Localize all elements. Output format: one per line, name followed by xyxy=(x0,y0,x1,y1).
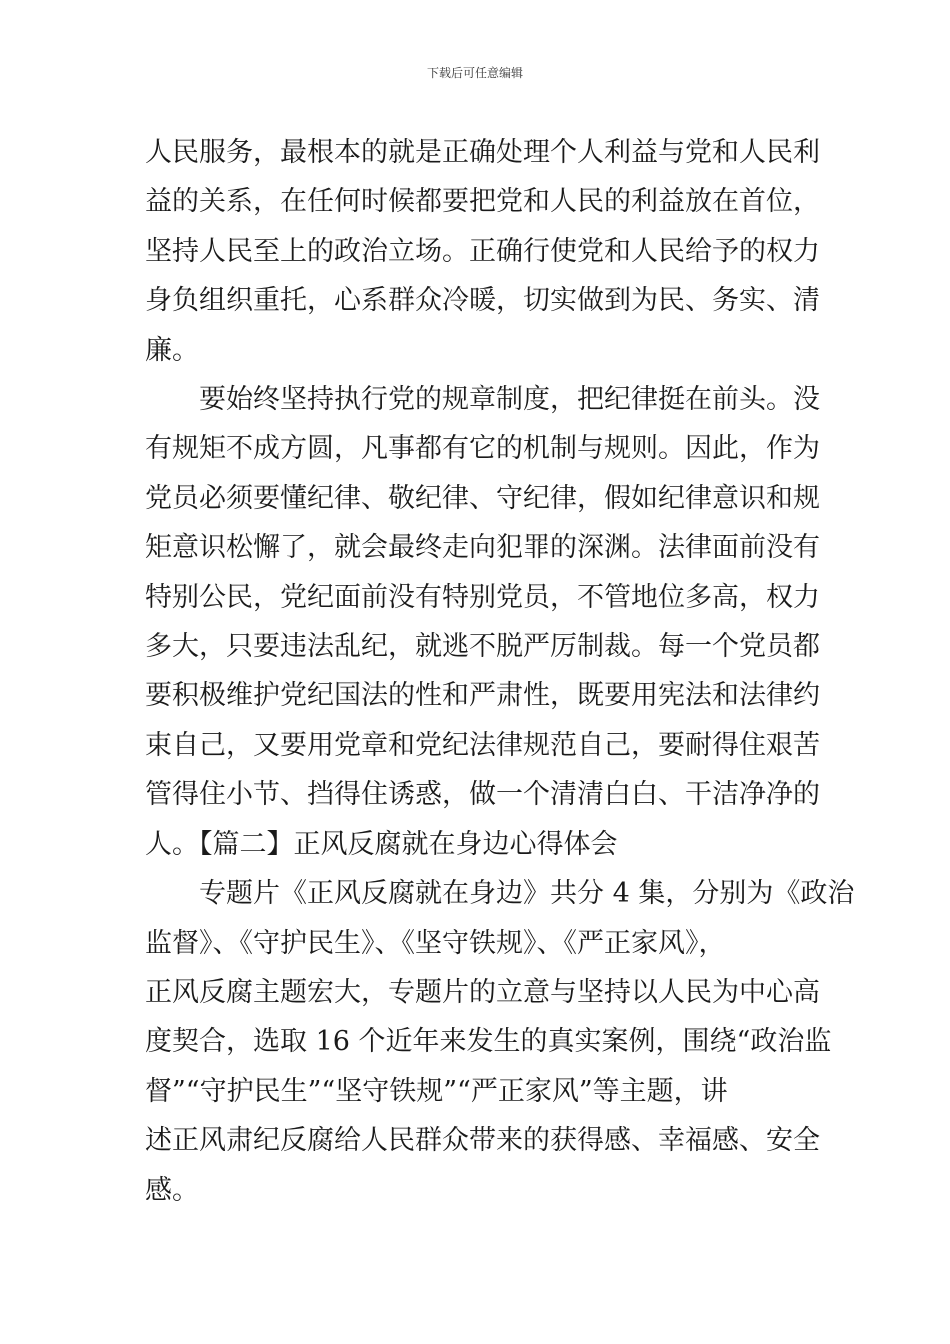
text-line: 多大，只要违法乱纪，就逃不脱严厉制裁。每一个党员都 xyxy=(145,631,820,663)
text-line: 党员必须要懂纪律、敬纪律、守纪律，假如纪律意识和规 xyxy=(145,482,820,514)
text-line: 人。【篇二】正风反腐就在身边心得体会 xyxy=(145,828,618,860)
text-line: 人民服务，最根本的就是正确处理个人利益与党和人民利 xyxy=(145,137,820,168)
paragraph-3 xyxy=(145,869,855,1215)
text-line: 要始终坚持执行党的规章制度，把纪律挺在前头。没 xyxy=(199,384,820,416)
document-body xyxy=(145,128,855,1215)
text-line: 益的关系，在任何时候都要把党和人民的利益放在首位， xyxy=(145,186,820,218)
text-line: 度契合，选取 16 个近年来发生的真实案例，围绕“政治监 xyxy=(145,1026,832,1058)
text-line: 要积极维护党纪国法的性和严肃性，既要用宪法和法律约 xyxy=(145,680,820,712)
text-line: 感。 xyxy=(145,1174,199,1206)
text-line: 正风反腐主题宏大，专题片的立意与坚持以人民为中心高 xyxy=(145,976,820,1008)
paragraph-1 xyxy=(145,128,820,375)
text-line: 特别公民，党纪面前没有特别党员，不管地位多高，权力 xyxy=(145,581,820,613)
header-note: 下载后可任意编辑 xyxy=(426,66,523,80)
text-line: 管得住小节、挡得住诱惑，做一个清清白白、干洁净净的 xyxy=(145,779,820,811)
text-line: 矩意识松懈了，就会最终走向犯罪的深渊。法律面前没有 xyxy=(145,532,820,564)
text-line: 束自己，又要用党章和党纪法律规范自己，要耐得住艰苦 xyxy=(145,729,820,761)
text-line: 述正风肃纪反腐给人民群众带来的获得感、幸福感、安全 xyxy=(145,1125,820,1157)
text-line: 专题片《正风反腐就在身边》共分 4 集，分别为《政治 xyxy=(199,878,855,910)
paragraph-2 xyxy=(145,375,820,869)
text-line: 身负组织重托，心系群众冷暖，切实做到为民、务实、清 xyxy=(145,285,820,317)
text-line: 监督》、《守护民生》、《坚守铁规》、《严正家风》， xyxy=(145,927,726,959)
text-line: 督”“守护民生”“坚守铁规”“严正家风”等主题，讲 xyxy=(145,1075,728,1107)
text-line: 廉。 xyxy=(145,334,199,366)
text-line: 坚持人民至上的政治立场。正确行使党和人民给予的权力 xyxy=(145,235,820,267)
text-line: 有规矩不成方圆，凡事都有它的机制与规则。因此，作为 xyxy=(145,433,820,465)
